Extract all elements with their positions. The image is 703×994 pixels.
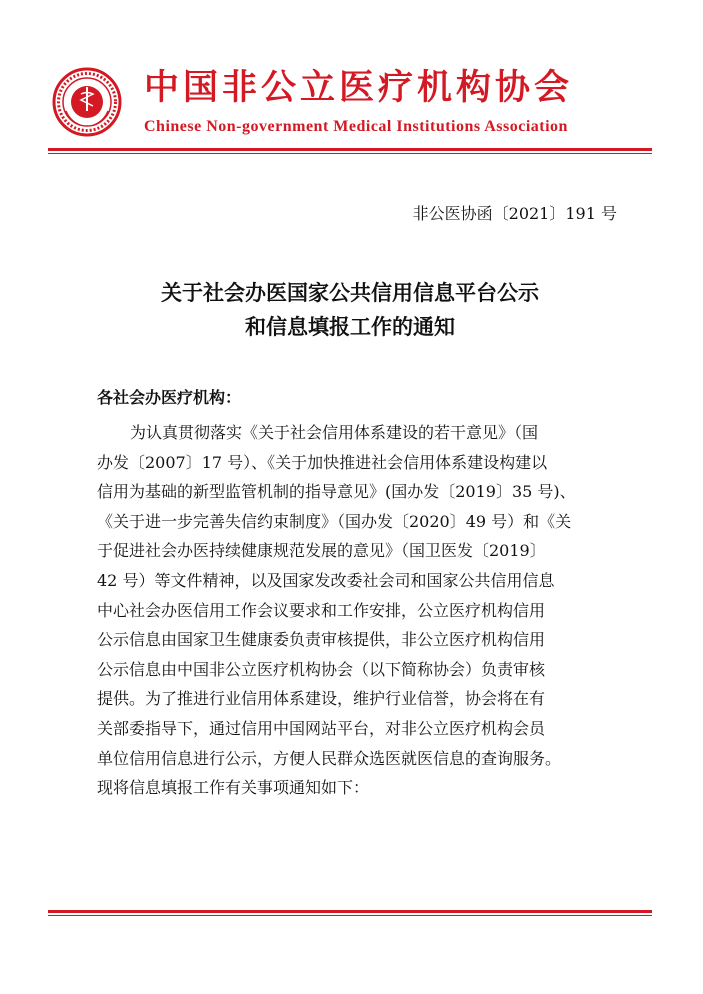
body-line: 《关于进一步完善失信约束制度》（国办发〔2020〕49 号）和《关 [97, 511, 572, 531]
footer-divider [48, 910, 652, 916]
body-line: 为认真贯彻落实《关于社会信用体系建设的若干意见》（国 [130, 423, 539, 442]
body-line: 42 号）等文件精神，以及国家发改委社会司和国家公共信用信息 [97, 570, 555, 590]
body-line: 中心社会办医信用工作会议要求和工作安排，公立医疗机构信用 [97, 600, 546, 620]
body-paragraph [97, 418, 617, 803]
title-line-2: 和信息填报工作的通知 [245, 315, 455, 339]
body-line: 公示信息由中国非公立医疗机构协会（以下简称协会）负责审核 [97, 659, 546, 679]
title-line-1: 关于社会办医国家公共信用信息平台公示 [161, 281, 539, 305]
salutation: 各社会办医疗机构： [97, 388, 242, 407]
body-line: 公示信息由国家卫生健康委负责审核提供，非公立医疗机构信用 [97, 630, 546, 650]
body-line: 于促进社会办医持续健康规范发展的意见》（国卫医发〔2019〕 [97, 541, 546, 561]
association-seal-icon [52, 67, 122, 137]
letterhead-divider [48, 148, 652, 154]
body-line: 提供。为了推进行业信用体系建设，维护行业信誉，协会将在有 [97, 689, 546, 709]
document-number: 非公医协函〔2021〕191 号 [412, 204, 617, 223]
document-title [48, 276, 652, 344]
body-line: 办发〔2007〕17 号）、《关于加快推进社会信用体系建设构建以 [97, 452, 548, 472]
organization-name-chinese: 中国非公立医疗机构协会 [144, 67, 574, 108]
body-line: 单位信用信息进行公示，方便人民群众选医就医信息的查询服务。 [97, 748, 562, 768]
body-line: 现将信息填报工作有关事项通知如下： [97, 778, 370, 798]
body-line: 关部委指导下，通过信用中国网站平台，对非公立医疗机构会员 [97, 718, 546, 738]
letterhead [44, 62, 664, 142]
body-line: 信用为基础的新型监管机制的指导意见》(国办发〔2019〕35 号)、 [97, 482, 576, 502]
organization-name-english: Chinese Non-government Medical Institutions Association [144, 118, 568, 135]
